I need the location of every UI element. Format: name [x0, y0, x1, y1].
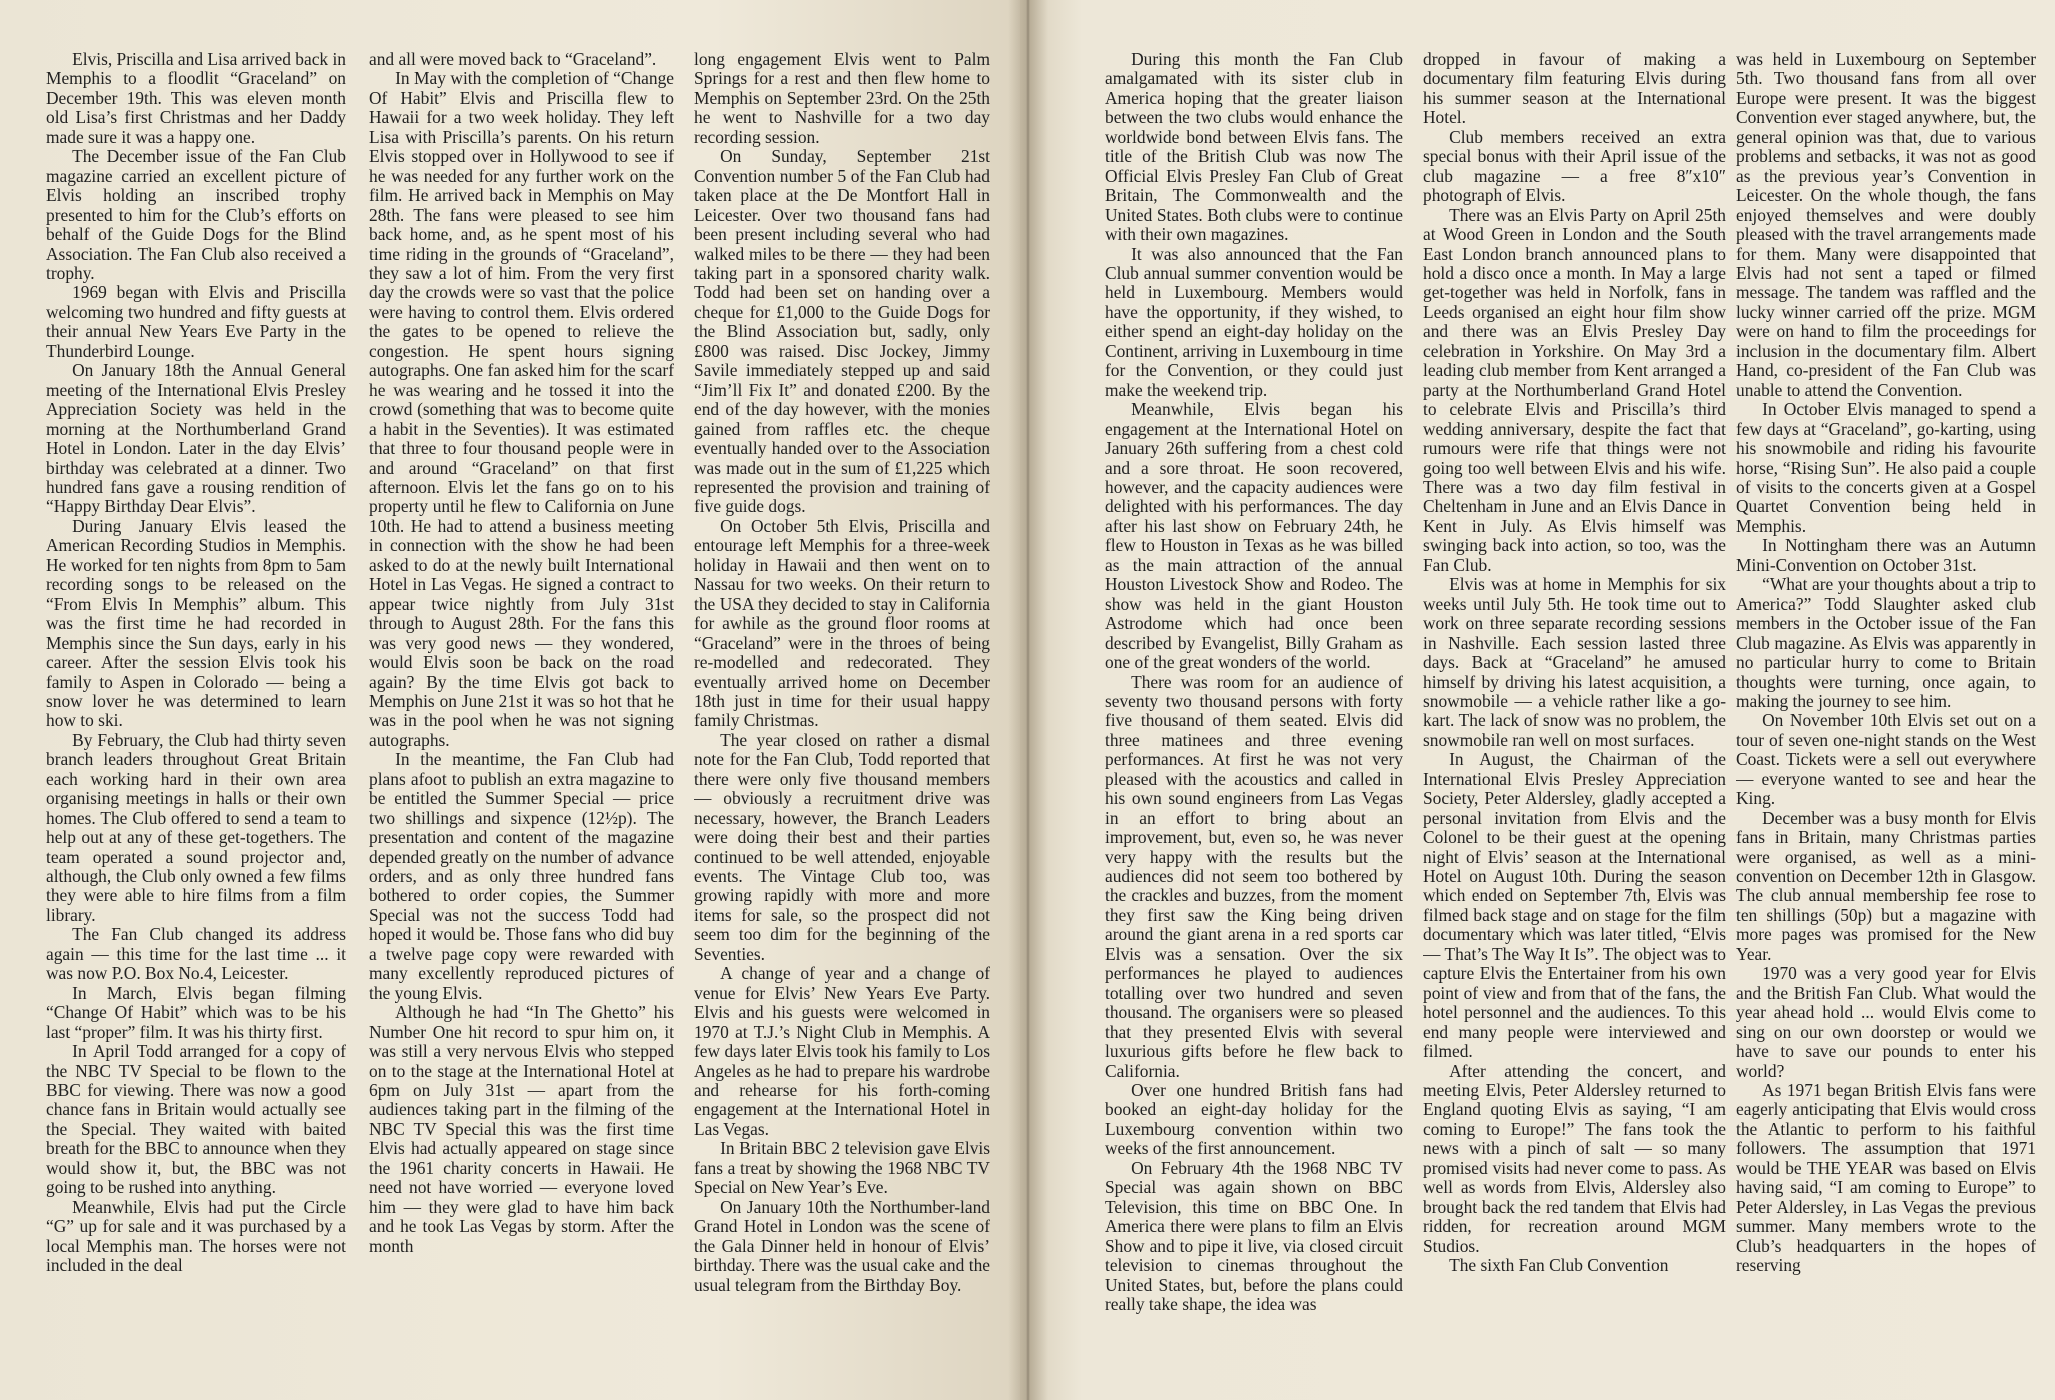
article-paragraph: Club members received an extra special bonus with their April issue of the club magazine — a free 8″x10″ photograph of Elvis.: [1423, 126, 1726, 206]
article-paragraph: On January 18th the Annual General meeting of the International Elvis Presley Appreciation Society was held in the morning at the Northumberland Grand Hotel in London. Later in the day Elvis’ birthday was celebrated at a dinner. Two hundred fans gave a rousing rendition of “Happy Birthday Dear Elvis”.: [46, 360, 346, 517]
article-paragraph: By February, the Club had thirty seven branch leaders throughout Great Britain each working hard in their own area organising meetings in halls or their own homes. The Club offered to send a team to help out at any of these get-togethers. The team operated a sound projector and, although, the Club only owned a few films they were able to hire films from a film library.: [46, 729, 346, 925]
article-paragraph: After attending the concert, and meeting Elvis, Peter Aldersley returned to England quoting Elvis as saying, “I am coming to Europe!” The fans took the news with a pinch of salt — so many promised visits had never come to pass. As well as words from Elvis, Aldersley also brought back the red tandem that Elvis had ridden, for recreation around MGM Studios.: [1423, 1060, 1726, 1256]
article-paragraph: The Fan Club changed its address again — this time for the last time ... it was now P.O. Box No.4, Leicester.: [46, 924, 346, 984]
article-paragraph: As 1971 began British Elvis fans were eagerly anticipating that Elvis would cross the Atlantic to perform to his faithful followers. The assumption that 1971 would be THE YEAR was based on Elvis having said, “I am coming to Europe” to Peter Aldersley, in Las Vegas the previous summer. Many members wrote to the Club’s headquarters in the hopes of reserving: [1736, 1080, 2036, 1276]
article-paragraph: Meanwhile, Elvis began his engagement at the International Hotel on January 26th suffering from a chest cold and a sore throat. He soon recovered, however, and the capacity audiences were delighted with his performances. The day after his last show on February 24th, he flew to Houston in Texas as he was billed as the main attraction of the annual Houston Livestock Show and Rodeo. The show was held in the giant Houston Astrodome which had once been described by Evangelist, Billy Graham as one of the great wonders of the world.: [1105, 399, 1403, 673]
article-paragraph: During January Elvis leased the American Recording Studios in Memphis. He worked for ten nights from 8pm to 5am recording songs to be released on the “From Elvis In Memphis” album. This was the first time he had recorded in Memphis since the Sun days, early in his career. After the session Elvis took his family to Aspen in Colorado — being a snow lover he was determined to learn how to ski.: [46, 515, 346, 731]
article-paragraph: Over one hundred British fans had booked an eight-day holiday for the Luxembourg convention within two weeks of the first announcement.: [1105, 1080, 1403, 1159]
article-paragraph: Elvis, Priscilla and Lisa arrived back in Memphis to a floodlit “Graceland” on December 19th. This was eleven month old Lisa’s first Christmas and her Daddy made sure it was a happy one.: [46, 50, 346, 147]
article-paragraph: In March, Elvis began filming “Change Of Habit” which was to be his last “proper” film. It was his thirty first.: [46, 982, 346, 1042]
right-page: [1020, 0, 2055, 1400]
left-page-column-2: [369, 50, 674, 1350]
article-paragraph: “What are your thoughts about a trip to America?” Todd Slaughter asked club members in the October issue of the Fan Club magazine. As Elvis was apparently in no particular hurry to come to Britain thoughts were turning, once again, to making the journey to see him.: [1736, 574, 2036, 711]
article-paragraph: On January 10th the Northumber-land Grand Hotel in London was the scene of the Gala Dinner held in honour of Elvis’ birthday. There was the usual cake and the usual telegram from the Birthday Boy.: [694, 1196, 990, 1295]
article-paragraph: In the meantime, the Fan Club had plans afoot to publish an extra magazine to be entitled the Summer Special — price two shillings and sixpence (12½p). The presentation and content of the magazine depended greatly on the number of advance orders, and as only three hundred fans bothered to order copies, the Summer Special was not the success Todd had hoped it would be. Those fans who did buy a twelve page copy were rewarded with many excellently reproduced pictures of the young Elvis.: [369, 749, 674, 1003]
article-paragraph: long engagement Elvis went to Palm Springs for a rest and then flew home to Memphis on September 23rd. On the 25th he went to Nashville for a two day recording session.: [694, 50, 990, 147]
article-paragraph: and all were moved back to “Graceland”.: [369, 50, 657, 69]
article-paragraph: There was an Elvis Party on April 25th at Wood Green in London and the South East London branch announced plans to hold a disco once a month. In May a large get-together was held in Norfolk, fans in Leeds organised an eight hour film show and there was an Elvis Presley Day celebration in Yorkshire. On May 3rd a leading club member from Kent arranged a party at the Northumberland Grand Hotel to celebrate Elvis and Priscilla’s third wedding anniversary, despite the fact that rumours were rife that things were not going too well between Elvis and his wife. There was a two day film festival in Cheltenham in June and an Elvis Dance in Kent in July. As Elvis himself was swinging back into action, so too, was the Fan Club.: [1423, 204, 1726, 575]
article-paragraph: During this month the Fan Club amalgamated with its sister club in America hoping that the greater liaison between the two clubs would enhance the worldwide bond between Elvis fans. The title of the British Club was now The Official Elvis Presley Fan Club of Great Britain, The Commonwealth and the United States. Both clubs were to continue with their own magazines.: [1105, 50, 1403, 245]
article-paragraph: Although he had “In The Ghetto” his Number One hit record to spur him on, it was still a very nervous Elvis who stepped on to the stage at the International Hotel at 6pm on July 31st — apart from the audiences taking part in the filming of the NBC TV Special this was the first time Elvis had actually appeared on stage since the 1961 charity concerts in Hawaii. He need not have worried — everyone loved him — they were glad to have him back and he took Las Vegas by storm. After the month: [369, 1002, 674, 1256]
article-paragraph: In Britain BBC 2 television gave Elvis fans a treat by showing the 1968 NBC TV Special on New Year’s Eve.: [694, 1138, 990, 1198]
article-paragraph: Meanwhile, Elvis had put the Circle “G” up for sale and it was purchased by a local Memphis man. The horses were not included in the deal: [46, 1196, 346, 1276]
article-paragraph: The December issue of the Fan Club magazine carried an excellent picture of Elvis holding an inscribed trophy presented to him for the Club’s efforts on behalf of the Guide Dogs for the Blind Association. The Fan Club also received a trophy.: [46, 146, 346, 283]
article-paragraph: In Nottingham there was an Autumn Mini-Convention on October 31st.: [1736, 535, 2036, 575]
right-page-column-2: [1423, 50, 1726, 1350]
article-paragraph: In October Elvis managed to spend a few days at “Graceland”, go-karting, using his snowmobile and riding his favourite horse, “Rising Sun”. He also paid a couple of visits to the concerts given at a Gospel Quartet Convention being held in Memphis.: [1736, 399, 2036, 536]
article-paragraph: was held in Luxembourg on September 5th. Two thousand fans from all over Europe were present. It was the biggest Convention ever staged anywhere, but, the general opinion was that, due to various problems and setbacks, it was not as good as the previous year’s Convention in Leicester. On the whole though, the fans enjoyed themselves and were doubly pleased with the travel arrangements made for them. Many were disappointed that Elvis had not sent a taped or filmed message. The tandem was raffled and the lucky winner carried off the prize. MGM were on hand to film the proceedings for inclusion in the documentary film. Albert Hand, co-president of the Fan Club was unable to attend the Convention.: [1736, 50, 2036, 400]
left-page-column-3: [694, 50, 990, 1350]
right-page-column-3: [1736, 50, 2036, 1350]
article-paragraph: December was a busy month for Elvis fans in Britain, many Christmas parties were organised, as well as a mini-convention on December 12th in Glasgow. The club annual membership fee rose to ten shillings (50p) but a magazine with more pages was promised for the New Year.: [1736, 807, 2036, 964]
left-page: [0, 0, 1020, 1400]
article-paragraph: The sixth Fan Club Convention: [1449, 1255, 1669, 1276]
article-paragraph: Elvis was at home in Memphis for six weeks until July 5th. He took time out to work on three separate recording sessions in Nashville. Each session lasted three days. Back at “Graceland” he amused himself by driving his latest acquisition, a snowmobile — a vehicle rather like a go-kart. The lack of snow was no problem, the snowmobile ran well on most surfaces.: [1423, 574, 1726, 750]
article-paragraph: On November 10th Elvis set out on a tour of seven one-night stands on the West Coast. Tickets were a sell out everywhere — everyone wanted to see and hear the King.: [1736, 710, 2036, 809]
article-paragraph: A change of year and a change of venue for Elvis’ New Years Eve Party. Elvis and his guests were welcomed in 1970 at T.J.’s Night Club in Memphis. A few days later Elvis took his family to Los Angeles as he had to prepare his wardrobe and rehearse for his forth-coming engagement at the International Hotel in Las Vegas.: [694, 963, 990, 1139]
article-paragraph: On February 4th the 1968 NBC TV Special was again shown on BBC Television, this time on BBC One. In America there were plans to film an Elvis Show and to pipe it live, via closed circuit television to cinemas throughout the United States, but, before the plans could really take shape, the idea was: [1105, 1157, 1403, 1314]
article-paragraph: In August, the Chairman of the International Elvis Presley Appreciation Society, Peter Aldersley, gladly accepted a personal invitation from Elvis and the Colonel to be their guest at the opening night of Elvis’ season at the International Hotel on August 10th. During the season which ended on September 7th, Elvis was filmed back stage and on stage for the film documentary which was later titled, “Elvis — That’s The Way It Is”. The object was to capture Elvis the Entertainer from his own point of view and from that of the fans, the hotel personnel and the audiences. To this end many people were interviewed and filmed.: [1423, 749, 1726, 1062]
article-paragraph: It was also announced that the Fan Club annual summer convention would be held in Luxembourg. Members would have the opportunity, if they wished, to either spend an eight-day holiday on the Continent, arriving in Luxembourg in time for the Convention, or they could just make the weekend trip.: [1105, 243, 1403, 400]
article-paragraph: On October 5th Elvis, Priscilla and entourage left Memphis for a three-week holiday in Hawaii and then went on to Nassau for two weeks. On their return to the USA they decided to stay in California for awhile as the ground floor rooms at “Graceland” were in the throes of being re-modelled and redecorated. They eventually arrived home on December 18th just in time for their usual happy family Christmas.: [694, 515, 990, 731]
article-paragraph: 1970 was a very good year for Elvis and the British Fan Club. What would the year ahead hold ... would Elvis come to sing on our own doorstep or would we have to save our pounds to enter his world?: [1736, 963, 2036, 1081]
article-paragraph: On Sunday, September 21st Convention number 5 of the Fan Club had taken place at the De Montfort Hall in Leicester. Over two thousand fans had been present including several who had walked miles to be there — they had been taking part in a sponsored charity walk. Todd had been set on handing over a cheque for £1,000 to the Guide Dogs for the Blind Association but, sadly, only £800 was raised. Disc Jockey, Jimmy Savile immediately stepped up and said “Jim’ll Fix It” and donated £200. By the end of the day however, with the monies gained from raffles etc. the cheque eventually handed over to the Association was made out in the sum of £1,225 which represented the provision and training of five guide dogs.: [694, 146, 990, 517]
left-page-column-1: [46, 50, 346, 1350]
article-paragraph: In May with the completion of “Change Of Habit” Elvis and Priscilla flew to Hawaii for a two week holiday. They left Lisa with Priscilla’s parents. On his return Elvis stopped over in Hollywood to see if he was needed for any further work on the film. He arrived back in Memphis on May 28th. The fans were pleased to see him back home, and, as he spent most of his time riding in the grounds of “Graceland”, they saw a lot of him. From the very first day the crowds were so vast that the police were having to control them. Elvis ordered the gates to be opened to relieve the congestion. He spent hours signing autographs. One fan asked him for the scarf he was wearing and he tossed it into the crowd (something that was to become quite a habit in the Seventies). It was estimated that three to four thousand people were in and around “Graceland” on that first afternoon. Elvis let the fans go on to his property until he flew to California on June 10th. He had to attend a business meeting in connection with the show he had been asked to do at the newly built International Hotel in Las Vegas. He signed a contract to appear twice nightly from July 31st through to August 28th. For the fans this was very good news — they wondered, would Elvis soon be back on the road again? By the time Elvis got back to Memphis on June 21st it was so hot that he was in the pool when he was not signing autographs.: [369, 68, 674, 750]
article-paragraph: 1969 began with Elvis and Priscilla welcoming two hundred and fifty guests at their annual New Years Eve Party in the Thunderbird Lounge.: [46, 282, 346, 361]
article-paragraph: In April Todd arranged for a copy of the NBC TV Special to be flown to the BBC for viewing. There was now a good chance fans in Britain would actually see the Special. They waited with baited breath for the BBC to announce when they would show it, but, the BBC was not going to be rushed into anything.: [46, 1041, 346, 1198]
article-paragraph: dropped in favour of making a documentary film featuring Elvis during his summer season at the International Hotel.: [1423, 50, 1726, 128]
article-paragraph: There was room for an audience of seventy two thousand persons with forty five thousand of them seated. Elvis did three matinees and three evening performances. At first he was not very pleased with the acoustics and called in his own sound engineers from Las Vegas in an effort to bring about an improvement, but, even so, he was never very happy with the results but the audiences did not seem too bothered by the crackles and buzzes, from the moment they first saw the King being driven around the giant arena in a red sports car Elvis was a sensation. Over the six performances he played to audiences totalling over two hundred and seven thousand. The organisers were so pleased that they presented Elvis with several luxurious gifts before he flew back to California.: [1105, 671, 1403, 1081]
right-page-column-1: [1105, 50, 1403, 1350]
article-paragraph: The year closed on rather a dismal note for the Fan Club, Todd reported that there were only five thousand members — obviously a recruitment drive was necessary, however, the Branch Leaders were doing their best and their parties continued to be well attended, enjoyable events. The Vintage Club too, was growing rapidly with more and more items for sale, so the prospect did not seem too dim for the beginning of the Seventies.: [694, 729, 990, 964]
